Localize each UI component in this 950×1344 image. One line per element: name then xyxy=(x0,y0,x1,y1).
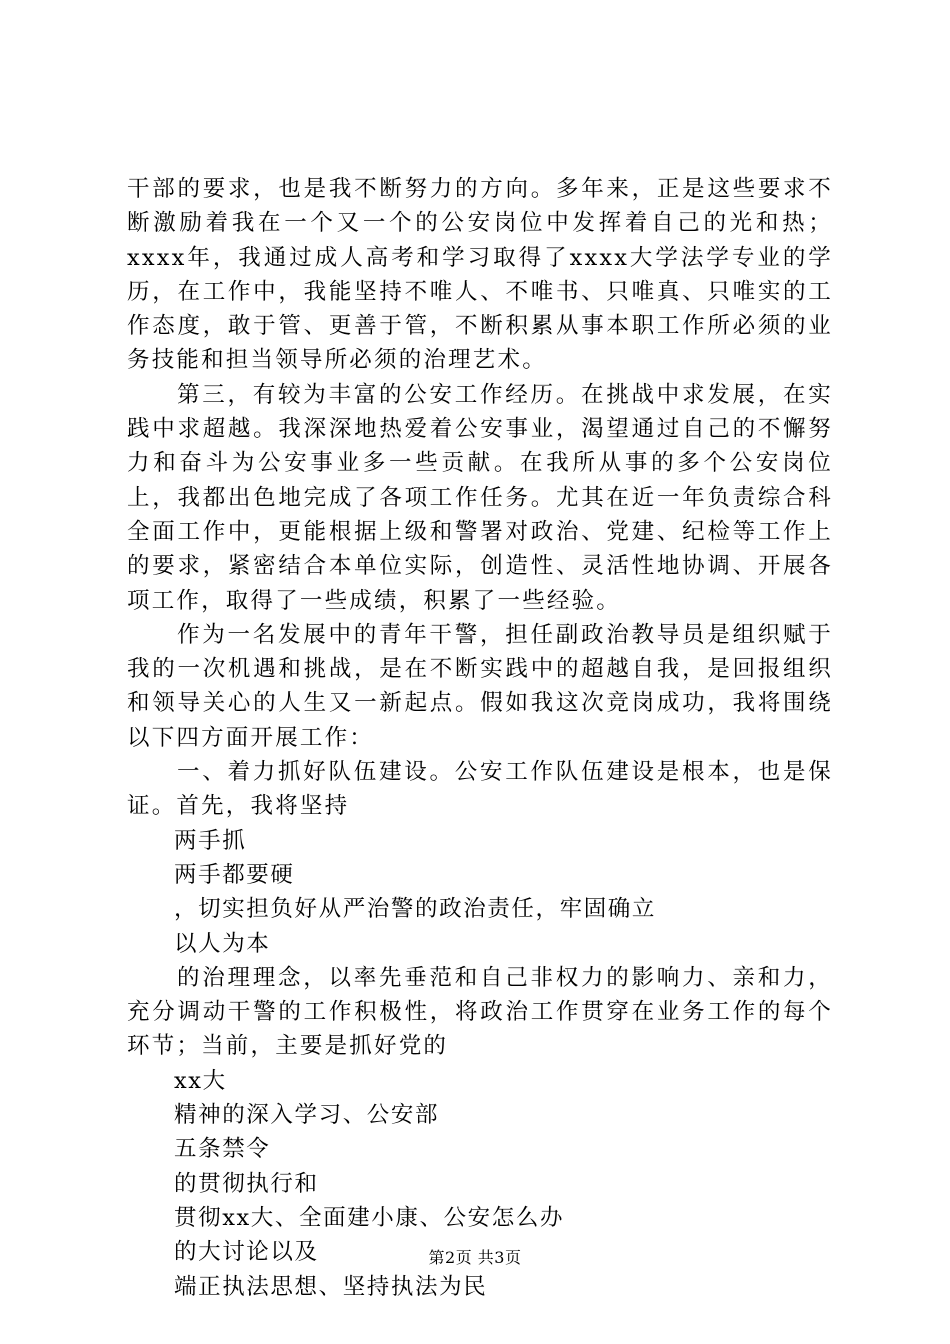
text-fragment: 的贯彻执行和 xyxy=(174,1170,319,1197)
text-fragment: 的大讨论以及 xyxy=(174,1239,319,1266)
text-fragment: 贯彻xx大、全面建小康、公安怎么办 xyxy=(174,1204,565,1231)
text-fragment: 两手都要硬 xyxy=(174,861,295,888)
paragraph-experience: 第三，有较为丰富的公安工作经历。在挑战中求发展，在实践中求超越。我深深地热爱着公安事业，渴望通过自己的不懈努力和奋斗为公安事业多一些贡献。在我所从事的多个公安岗位上，我都出色地完成了各项工作任务。尤其在近一年负责综合科全面工作中，更能根据上级和警署对政治、党建、纪检等工作上的要求，紧密结合本单位实际，创造性、灵活性地协调、开展各项工作，取得了一些成绩，积累了一些经验。 xyxy=(127,381,833,614)
text-fragment: xx大 xyxy=(174,1067,227,1094)
paragraph-commitment: 作为一名发展中的青年干警，担任副政治教导员是组织赋于我的一次机遇和挑战，是在不断实践中的超越自我，是回报组织和领导关心的人生又一新起点。假如我这次竞岗成功，我将围绕以下四方面开展工作： xyxy=(127,621,833,751)
text-fragment: 端正执法思想、坚持执法为民 xyxy=(174,1273,488,1300)
text-fragment: 五条禁令 xyxy=(174,1136,271,1163)
text-fragment: 两手抓 xyxy=(174,827,247,854)
paragraph-continued: 干部的要求，也是我不断努力的方向。多年来，正是这些要求不断激励着我在一个又一个的公安岗位中发挥着自己的光和热；xxxx年，我通过成人高考和学习取得了xxxx大学法学专业的学历，在工作中，我能坚持不唯人、不唯书、只唯真、只唯实的工作态度，敢于管、更善于管，不断积累从事本职工作所必须的业务技能和担当领导所必须的治理艺术。 xyxy=(127,176,833,374)
page-number-footer: 第2页 共3页 xyxy=(428,1248,522,1267)
paragraph-team-building: 一、着力抓好队伍建设。公安工作队伍建设是根本，也是保证。首先，我将坚持 xyxy=(127,759,833,820)
text-fragment: ，切实担负好从严治警的政治责任，牢固确立 xyxy=(174,896,657,923)
text-fragment: 以人为本 xyxy=(174,930,271,957)
text-fragment: 精神的深入学习、公安部 xyxy=(174,1102,440,1129)
paragraph-management-philosophy: 的治理理念，以率先垂范和自己非权力的影响力、亲和力，充分调动干警的工作积极性，将政治工作贯穿在业务工作的每个环节；当前，主要是抓好党的 xyxy=(127,964,833,1060)
document-body xyxy=(127,172,833,1304)
